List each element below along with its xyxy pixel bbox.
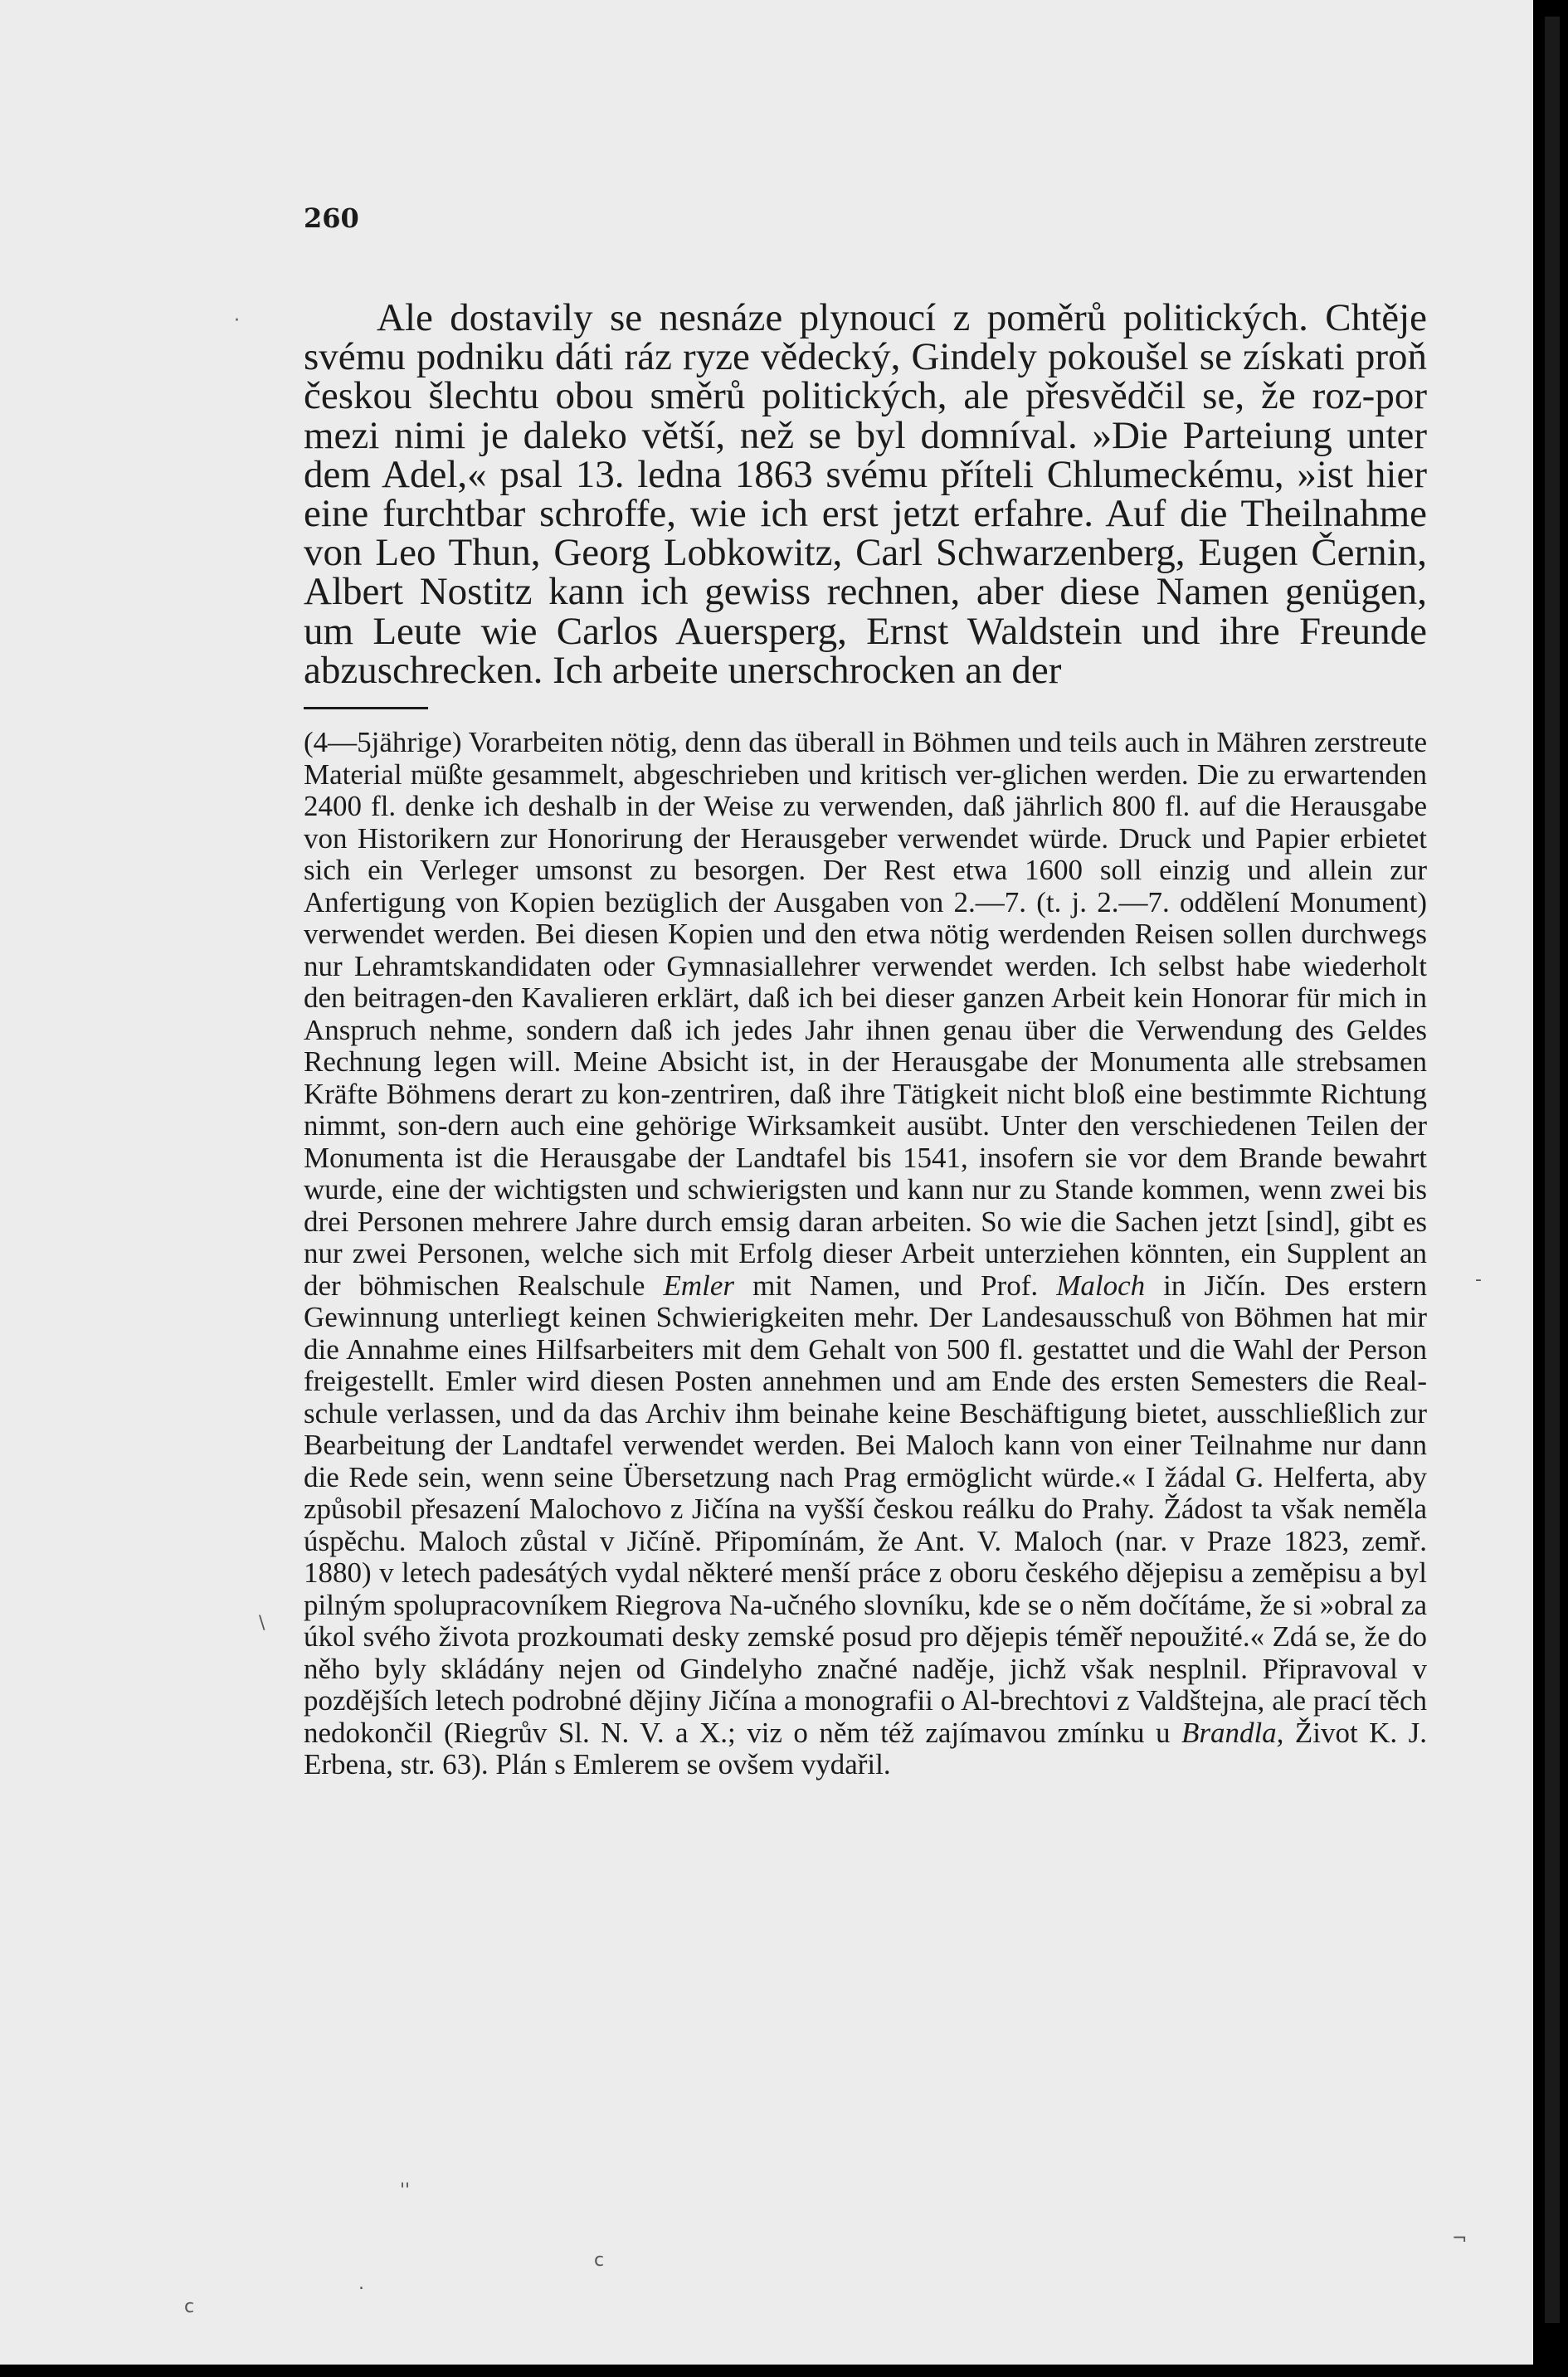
footnote-name-brandl: Brandla, (1181, 1716, 1284, 1749)
footnote-text-2: mit Namen, und Prof. (752, 1269, 1039, 1302)
scan-speck: ¬ (1452, 2228, 1468, 2249)
footnote-name-maloch: Maloch (1056, 1269, 1146, 1302)
footnote-name-emler: Emler (663, 1269, 735, 1302)
main-paragraph (304, 296, 1427, 692)
scan-right-border (1533, 0, 1568, 2377)
scan-speck: . (358, 2273, 364, 2294)
scan-speck: '' (400, 2180, 411, 2201)
scan-speck: c (184, 2297, 195, 2317)
scan-speck: \ (259, 1613, 265, 1634)
footnote-separator (304, 707, 428, 709)
scan-speck: · (234, 310, 240, 331)
footnote-text-4: Život K. J. Erbena, str. 63). Plán s Emlerem se ovšem vydařil. (304, 1716, 1427, 1780)
main-paragraph-text: Ale dostavily se nesnáze plynoucí z poměrů politických. Chtěje svému podniku dáti ráz ryze vědecký, Gindely pokoušel se získati proň českou šlechtu obou směrů politických, ale přesvědčil se, že roz-por mezi nimi je daleko větší, než se byl domníval. »Die Parteiung unter dem Adel,« psal 13. ledna 1863 svému příteli Chlumeckému, »ist hier eine furchtbar schroffe, wie ich erst jetzt erfahre. Auf die Theilnahme von Leo Thun, Georg Lobkowitz, Carl Schwarzenberg, Eugen Černin, Albert Nostitz kann ich gewiss rechnen, aber diese Namen genügen, um Leute wie Carlos Auersperg, Ernst Waldstein und ihre Freunde abzuschrecken. Ich arbeite unerschrocken an der (304, 296, 1427, 692)
scan-speck: - (1475, 1269, 1482, 1290)
footnote-text-1: (4—5jährige) Vorarbeiten nötig, denn das überall in Böhmen und teils auch in Mähren zerstreute Material müßte gesammelt, abgeschrieben und kritisch ver-glichen werden. Die zu erwartenden 2400 fl. denke ich deshalb in der Weise zu verwenden, daß jährlich 800 fl. auf die Herausgabe von Historikern zur Honorirung der Herausgeber verwendet würde. Druck und Papier erbietet sich ein Verleger umsonst zu besorgen. Der Rest etwa 1600 soll einzig und allein zur Anfertigung von Kopien bezüglich der Ausgaben von 2.—7. (t. j. 2.—7. oddělení Monument) verwendet werden. Bei diesen Kopien und den etwa nötig werdenden Reisen sollen durchwegs nur Lehramtskandidaten oder Gymnasiallehrer verwendet werden. Ich selbst habe wiederholt den beitragen-den Kavalieren erklärt, daß ich bei dieser ganzen Arbeit kein Honorar für mich in Anspruch nehme, sondern daß ich jedes Jahr ihnen genau über die Verwendung des Geldes Rechnung legen will. Meine Absicht ist, in der Herausgabe der Monumenta alle strebsamen Kräfte Böhmens derart zu kon-zentriren, daß ihre Tätigkeit nicht bloß eine bestimmte Richtung nimmt, son-dern auch eine gehörige Wirksamkeit ausübt. Unter den verschiedenen Teilen der Monumenta ist die Herausgabe der Landtafel bis 1541, insofern sie vor dem Brande bewahrt wurde, eine der wichtigsten und schwierigsten und kann nur zu Stande kommen, wenn zwei bis drei Personen mehrere Jahre durch emsig daran arbeiten. So wie die Sachen jetzt [sind], gibt es nur zwei Personen, welche sich mit Erfolg dieser Arbeit unterziehen könnten, ein Supplent an der böhmischen Realschule (304, 726, 1427, 1302)
scan-adjacent-page-edge (1545, 17, 1560, 2323)
footnote (304, 727, 1427, 1781)
scan-speck: c (594, 2250, 605, 2271)
footnote-text-3: in Jičín. Des erstern Gewinnung unterliegt keinen Schwierigkeiten mehr. Der Landesausschuß von Böhmen hat mir die Annahme eines Hilfsarbeiters mit dem Gehalt von 500 fl. gestattet und die Wahl der Person freigestellt. Emler wird diesen Posten annehmen und am Ende des ersten Semesters die Real-schule verlassen, und da das Archiv ihm beinahe keine Beschäftigung bietet, ausschließlich zur Bearbeitung der Landtafel verwendet werden. Bei Maloch kann von einer Teilnahme nur dann die Rede sein, wenn seine Übersetzung nach Prag ermöglicht würde.« I žádal G. Helferta, aby způsobil přesazení Malochovo z Jičína na vyšší českou reálku do Prahy. Žádost ta však neměla úspěchu. Maloch zůstal v Jičíně. Připomínám, že Ant. V. Maloch (nar. v Praze 1823, zemř. 1880) v letech padesátých vydal některé menší práce z oboru českého dějepisu a zeměpisu a byl pilným spolupracovníkem Riegrova Na-učného slovníku, kde se o něm dočítáme, že si »obral za úkol svého života prozkoumati desky zemské posud pro dějepis téměř nepoužité.« Zdá se, že do něho byly skládány nejen od Gindelyho značné naděje, jichž však nesplnil. Připravoval v pozdějších letech podrobné dějiny Jičína a monografii o Al-brechtovi z Valdštejna, ale prací těch nedokončil (Riegrův Sl. N. V. a X.; viz o něm též zajímavou zmínku u (304, 1269, 1427, 1749)
page-number: 260 (304, 202, 359, 234)
